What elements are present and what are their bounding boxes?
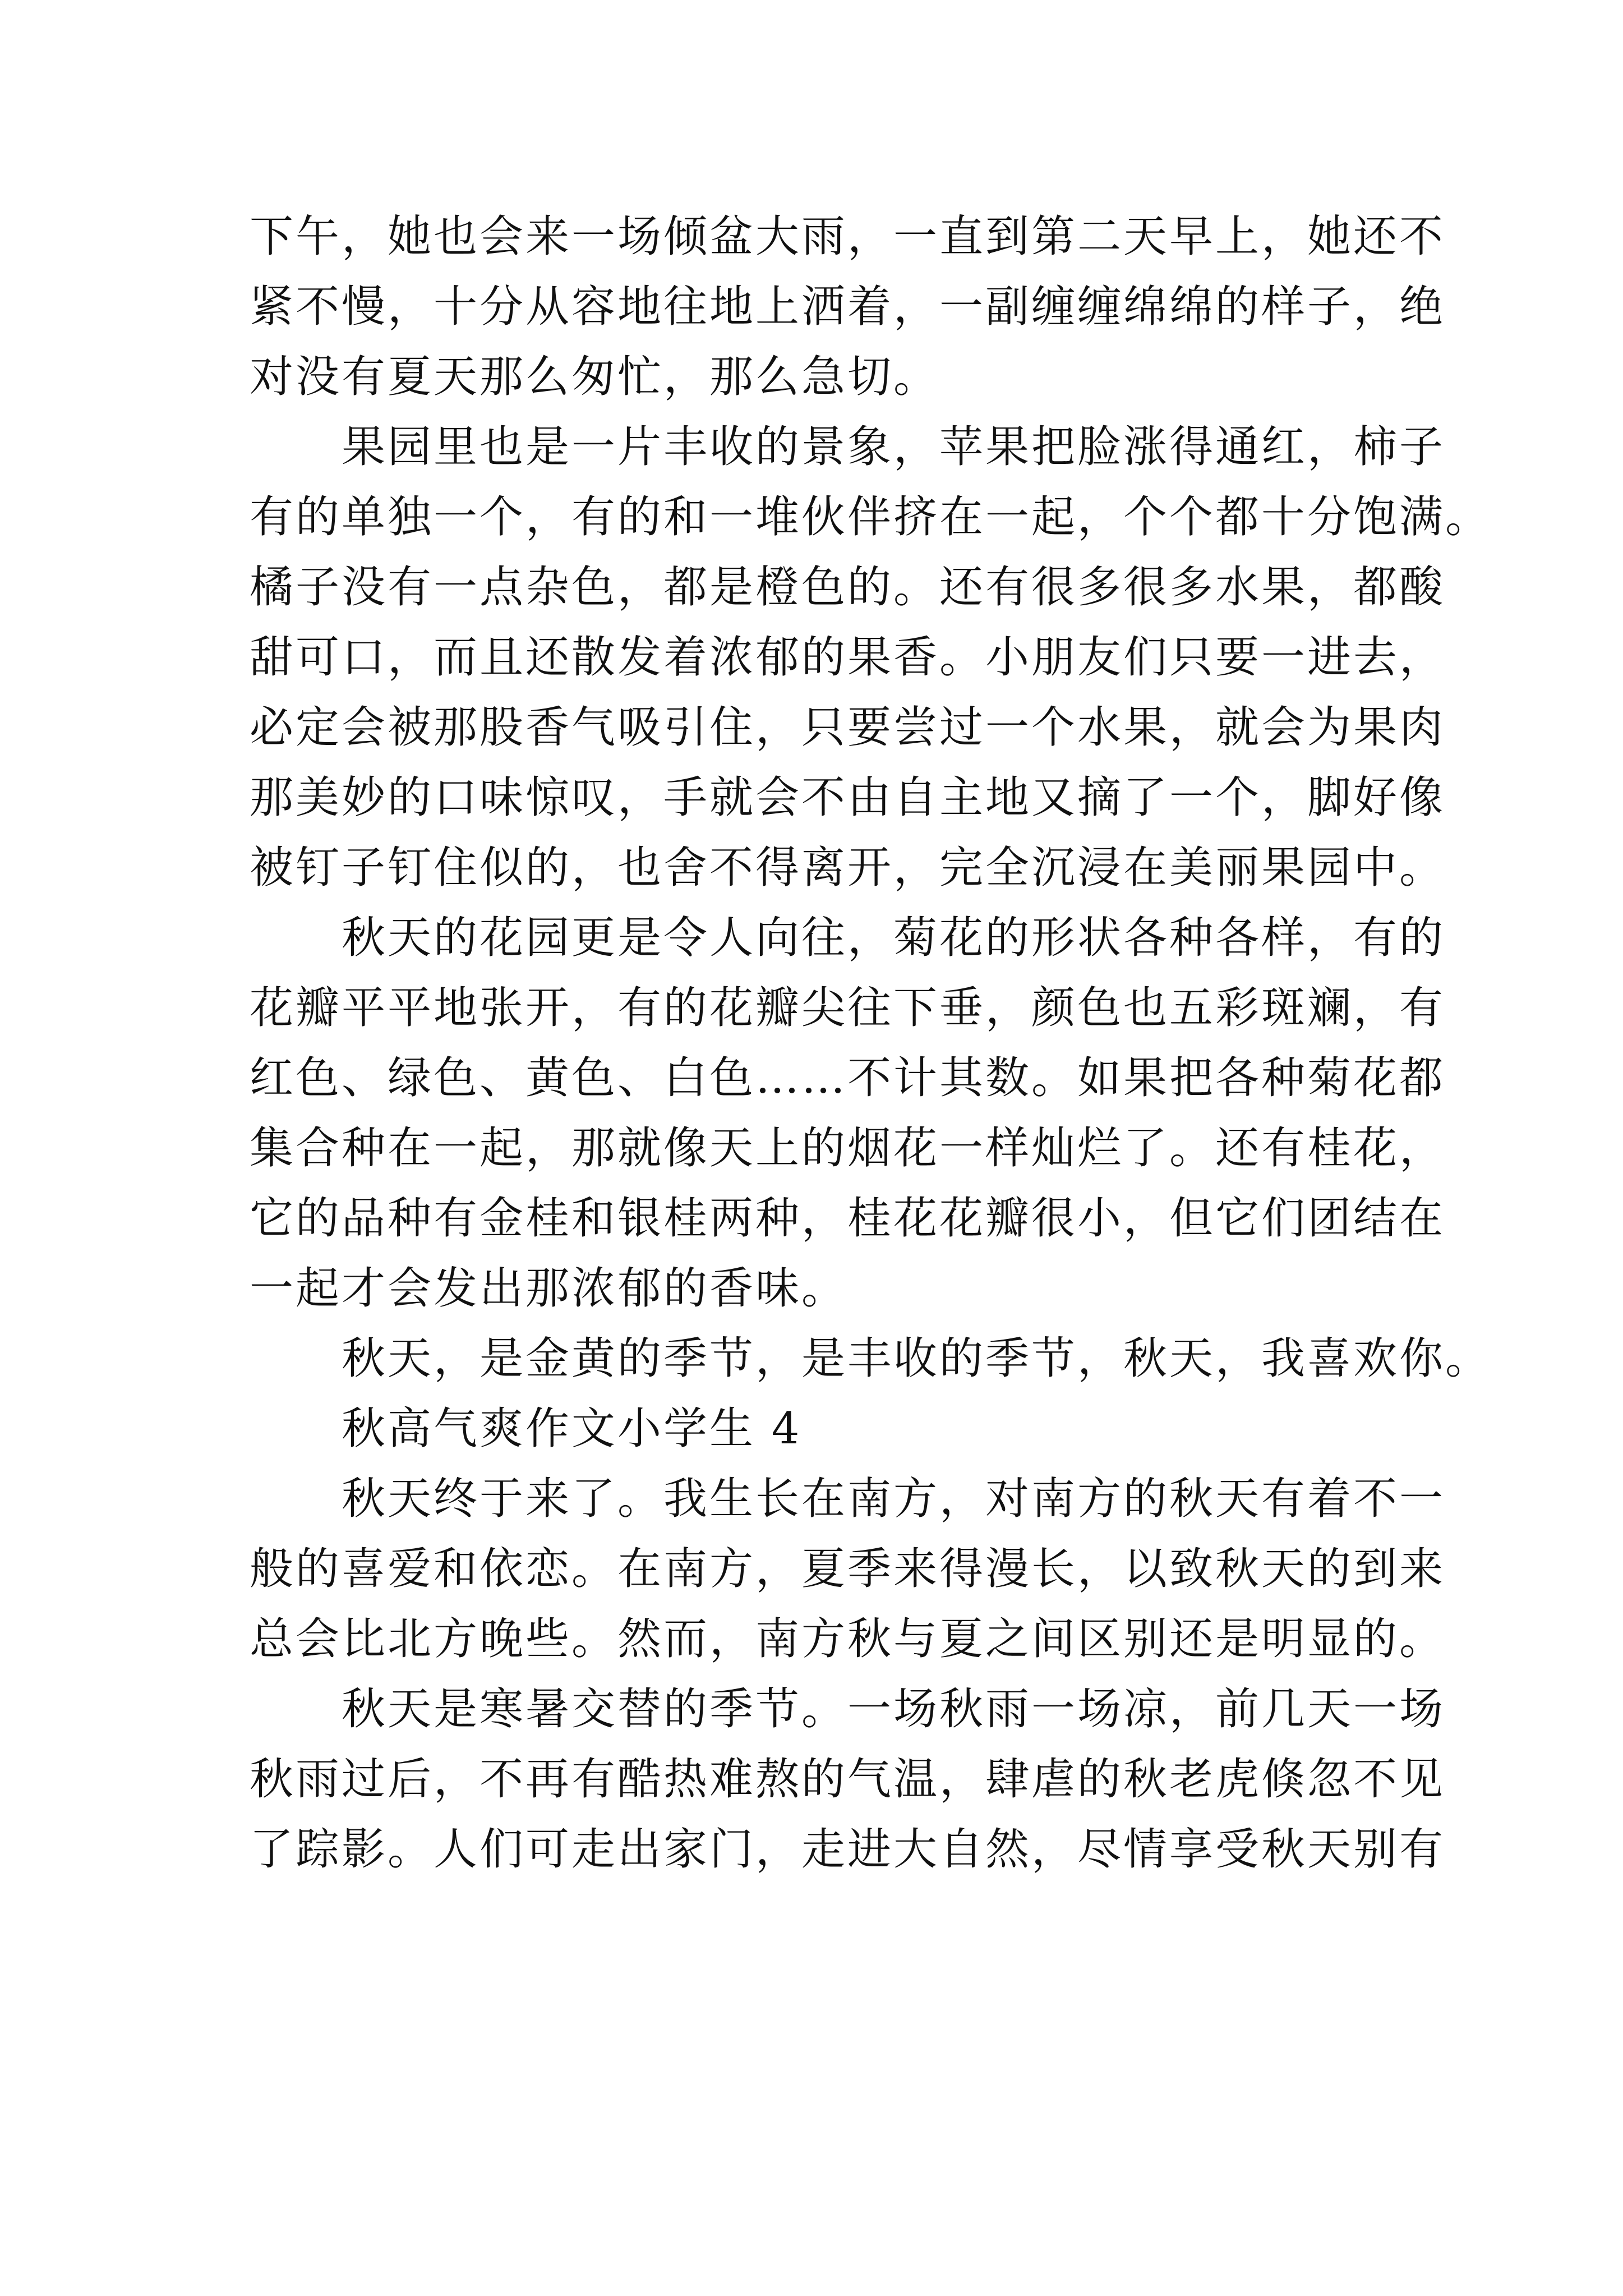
text-line: 一起才会发出那浓郁的香味。 [250, 1263, 848, 1314]
text-line: 秋天终于来了。我生长在南方，对南方的秋天有着不一 [250, 1474, 1446, 1524]
text-line: 甜可口，而且还散发着浓郁的果香。小朋友们只要一进去， [250, 632, 1446, 683]
text-line: 秋雨过后，不再有酷热难熬的气温，肆虐的秋老虎倏忽不见 [250, 1754, 1446, 1805]
body-text [250, 202, 1492, 1885]
text-line: 集合种在一起，那就像天上的烟花一样灿烂了。还有桂花， [250, 1123, 1446, 1174]
text-line: 秋天是寒暑交替的季节。一场秋雨一场凉，前几天一场 [250, 1684, 1446, 1734]
text-line: 它的品种有金桂和银桂两种，桂花花瓣很小，但它们团结在 [250, 1193, 1446, 1244]
text-line: 下午，她也会来一场倾盆大雨，一直到第二天早上，她还不 [250, 211, 1446, 262]
text-line: 紧不慢，十分从容地往地上洒着，一副缠缠绵绵的样子，绝 [250, 282, 1446, 332]
text-line: 秋天的花园更是令人向往，菊花的形状各种各样，有的 [250, 913, 1446, 963]
text-line: 般的喜爱和依恋。在南方，夏季来得漫长，以致秋天的到来 [250, 1544, 1446, 1594]
text-line: 有的单独一个，有的和一堆伙伴挤在一起，个个都十分饱满。 [250, 492, 1492, 542]
section-heading: 秋高气爽作文小学生 4 [250, 1404, 802, 1454]
text-line: 总会比北方晚些。然而，南方秋与夏之间区别还是明显的。 [250, 1614, 1446, 1664]
text-line: 对没有夏天那么匆忙，那么急切。 [250, 352, 940, 402]
text-line: 橘子没有一点杂色，都是橙色的。还有很多很多水果，都酸 [250, 562, 1446, 613]
text-line: 果园里也是一片丰收的景象，苹果把脸涨得通红，柿子 [250, 422, 1446, 472]
text-line: 被钉子钉住似的，也舍不得离开，完全沉浸在美丽果园中。 [250, 843, 1446, 893]
text-line: 了踪影。人们可走出家门，走进大自然，尽情享受秋天别有 [250, 1824, 1446, 1875]
text-line: 花瓣平平地张开，有的花瓣尖往下垂，颜色也五彩斑斓，有 [250, 983, 1446, 1033]
text-line: 红色、绿色、黄色、白色……不计其数。如果把各种菊花都 [250, 1053, 1446, 1103]
text-line: 必定会被那股香气吸引住，只要尝过一个水果，就会为果肉 [250, 702, 1446, 753]
text-line: 那美妙的口味惊叹，手就会不由自主地又摘了一个，脚好像 [250, 772, 1446, 823]
text-line: 秋天，是金黄的季节，是丰收的季节，秋天，我喜欢你。 [250, 1333, 1492, 1384]
